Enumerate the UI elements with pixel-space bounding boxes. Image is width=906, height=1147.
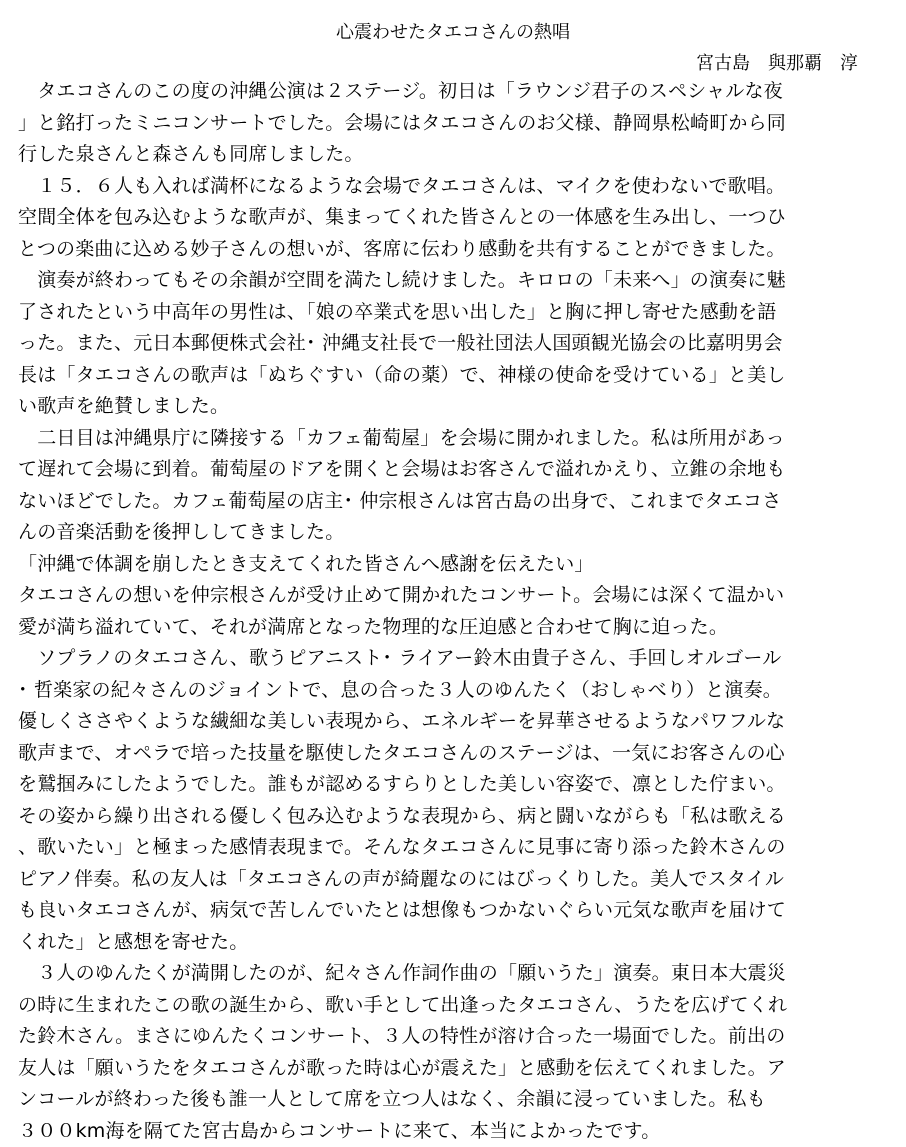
- body-line: ３人のゆんたくが満開したのが、紀々さん作詞作曲の「願いうた」演奏。東日本大震災: [18, 958, 890, 990]
- body-line: 歌声まで、オペラで培った技量を駆使したタエコさんのステージは、一気にお客さんの心: [18, 738, 890, 770]
- body-line: 「沖縄で体調を崩したとき支えてくれた皆さんへ感謝を伝えたい」: [18, 549, 890, 581]
- body-line: ンコールが終わった後も誰一人として席を立つ人はなく、余韻に浸っていました。私も: [18, 1084, 890, 1116]
- article-title: 心震わせたタエコさんの熱唱: [0, 20, 906, 46]
- body-line: 了されたという中高年の男性は、「娘の卒業式を思い出した」と胸に押し寄せた感動を語: [18, 297, 890, 329]
- body-line: んの音楽活動を後押ししてきました。: [18, 517, 890, 549]
- body-line: ３００km海を隔てた宮古島からコンサートに来て、本当によかったです。: [18, 1116, 890, 1147]
- body-line: ピアノ伴奏。私の友人は「タエコさんの声が綺麗なのにはびっくりした。美人でスタイル: [18, 864, 890, 896]
- body-line: タエコさんの想いを仲宗根さんが受け止めて開かれたコンサート。会場には深くて温かい: [18, 580, 890, 612]
- body-line: 空間全体を包み込むような歌声が、集まってくれた皆さんとの一体感を生み出し、一つひ: [18, 202, 890, 234]
- body-line: その姿から繰り出される優しく包み込むような表現から、病と闘いながらも「私は歌える: [18, 801, 890, 833]
- body-line: とつの楽曲に込める妙子さんの想いが、客席に伝わり感動を共有することができました。: [18, 234, 890, 266]
- body-line: 優しくささやくような繊細な美しい表現から、エネルギーを昇華させるようなパワフルな: [18, 706, 890, 738]
- body-line: て遅れて会場に到着。葡萄屋のドアを開くと会場はお客さんで溢れかえり、立錐の余地も: [18, 454, 890, 486]
- article-body: [18, 76, 890, 1147]
- body-line: 」と銘打ったミニコンサートでした。会場にはタエコさんのお父様、静岡県松崎町から同: [18, 108, 890, 140]
- body-line: １５．６人も入れば満杯になるような会場でタエコさんは、マイクを使わないで歌唱。: [18, 171, 890, 203]
- body-line: タエコさんのこの度の沖縄公演は２ステージ。初日は「ラウンジ君子のスペシャルな夜: [18, 76, 890, 108]
- body-line: った。また、元日本郵便株式会社･ 沖縄支社長で一般社団法人国頭観光協会の比嘉明男会: [18, 328, 890, 360]
- author-byline: 宮古島 與那覇 淳: [696, 51, 858, 77]
- body-line: 愛が満ち溢れていて、それが満席となった物理的な圧迫感と合わせて胸に迫った。: [18, 612, 890, 644]
- body-line: 演奏が終わってもその余韻が空間を満たし続けました。キロロの「未来へ」の演奏に魅: [18, 265, 890, 297]
- body-line: い歌声を絶賛しました。: [18, 391, 890, 423]
- body-line: くれた」と感想を寄せた。: [18, 927, 890, 959]
- body-line: 長は「タエコさんの歌声は「ぬちぐすい（命の薬）で、神様の使命を受けている」と美し: [18, 360, 890, 392]
- body-line: も良いタエコさんが、病気で苦しんでいたとは想像もつかないぐらい元気な歌声を届けて: [18, 895, 890, 927]
- body-line: ソプラノのタエコさん、歌うピアニスト･ ライアー鈴木由貴子さん、手回しオルゴール: [18, 643, 890, 675]
- body-line: 二日目は沖縄県庁に隣接する「カフェ葡萄屋」を会場に開かれました。私は所用があっ: [18, 423, 890, 455]
- body-line: 行した泉さんと森さんも同席しました。: [18, 139, 890, 171]
- body-line: 、歌いたい」と極まった感情表現まで。そんなタエコさんに見事に寄り添った鈴木さんの: [18, 832, 890, 864]
- body-line: 友人は「願いうたをタエコさんが歌った時は心が震えた」と感動を伝えてくれました。ア: [18, 1053, 890, 1085]
- body-line: た鈴木さん。まさにゆんたくコンサート、３人の特性が溶け合った一場面でした。前出の: [18, 1021, 890, 1053]
- body-line: を鷲掴みにしたようでした。誰もが認めるすらりとした美しい容姿で、凛とした佇まい。: [18, 769, 890, 801]
- body-line: ･ 哲楽家の紀々さんのジョイントで、息の合った３人のゆんたく（おしゃべり）と演奏。: [18, 675, 890, 707]
- body-line: ないほどでした。カフェ葡萄屋の店主･ 仲宗根さんは宮古島の出身で、これまでタエコさ: [18, 486, 890, 518]
- body-line: の時に生まれたこの歌の誕生から、歌い手として出逢ったタエコさん、うたを広げてくれ: [18, 990, 890, 1022]
